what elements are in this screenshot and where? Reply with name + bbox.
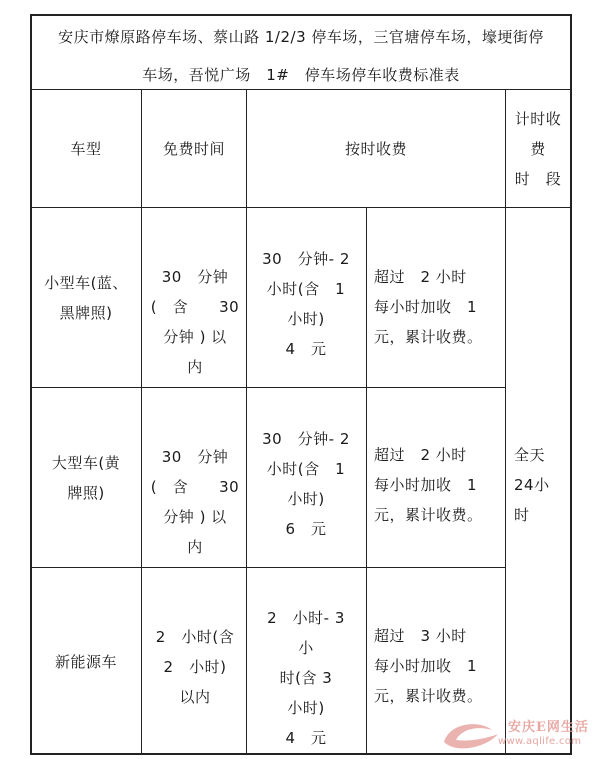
table-row-3-base	[250, 573, 362, 753]
watermark-url: www.aqlife.com	[498, 736, 582, 747]
header-time-period	[506, 90, 570, 207]
header-free-time-label: 免费时间	[162, 139, 225, 158]
extra-fee-value: 超过 2 小时 每小时加收 1 元，累计收费。	[374, 446, 483, 524]
watermark-text: 安庆E网生活	[508, 720, 589, 735]
base-fee-value: 30 分钟- 2 小时(含 1 小时) 4 元	[262, 250, 350, 358]
table-row-3-extra	[374, 591, 502, 711]
time-period-value: 全天 24小 时	[514, 446, 550, 524]
table-row-1-free	[148, 232, 242, 382]
table-title	[34, 18, 568, 94]
header-vehicle-type	[31, 90, 141, 207]
table-row-3-vehicle	[31, 568, 141, 755]
base-fee-value: 2 小时- 3 小 时(含 3 小时) 4 元	[267, 609, 345, 747]
divider	[366, 207, 367, 755]
table-row-2-free	[148, 412, 242, 562]
table-row-1-vehicle	[31, 208, 141, 387]
base-fee-value: 30 分钟- 2 小时(含 1 小时) 6 元	[262, 430, 350, 538]
header-hourly-fee	[247, 90, 505, 207]
extra-fee-value: 超过 2 小时 每小时加收 1 元，累计收费。	[374, 268, 483, 346]
table-row-1-base	[250, 214, 362, 364]
extra-fee-value: 超过 3 小时 每小时加收 1 元，累计收费。	[374, 627, 483, 705]
vehicle-label: 新能源车	[54, 652, 117, 671]
free-time-value: 2 小时(含 2 小时) 以内	[155, 628, 235, 706]
vehicle-label: 小型车(蓝、 黑牌照)	[44, 273, 128, 322]
table-row-3-free	[148, 592, 242, 712]
free-time-value: 30 分钟 ( 含 30 分钟 ) 以 内	[150, 448, 240, 556]
title-line-1: 安庆市燎原路停车场、蔡山路 1/2/3 停车场，三官塘停车场，壕埂街停	[58, 28, 544, 46]
table-row-2-vehicle	[31, 388, 141, 567]
free-time-value: 30 分钟 ( 含 30 分钟 ) 以 内	[150, 268, 240, 376]
time-period-all-day	[514, 410, 570, 530]
table-row-2-base	[250, 394, 362, 544]
header-hourly-fee-label: 按时收费	[344, 139, 407, 158]
header-vehicle-type-label: 车型	[70, 139, 102, 158]
table-row-1-extra	[374, 232, 502, 352]
header-time-period-label: 计时收 费 时 段	[514, 109, 562, 188]
table-row-2-extra	[374, 410, 502, 530]
title-line-2: 车场，吾悦广场 1# 停车场停车收费标准表	[142, 66, 460, 84]
vehicle-label: 大型车(黄 牌照)	[51, 453, 121, 502]
header-free-time	[142, 90, 246, 207]
